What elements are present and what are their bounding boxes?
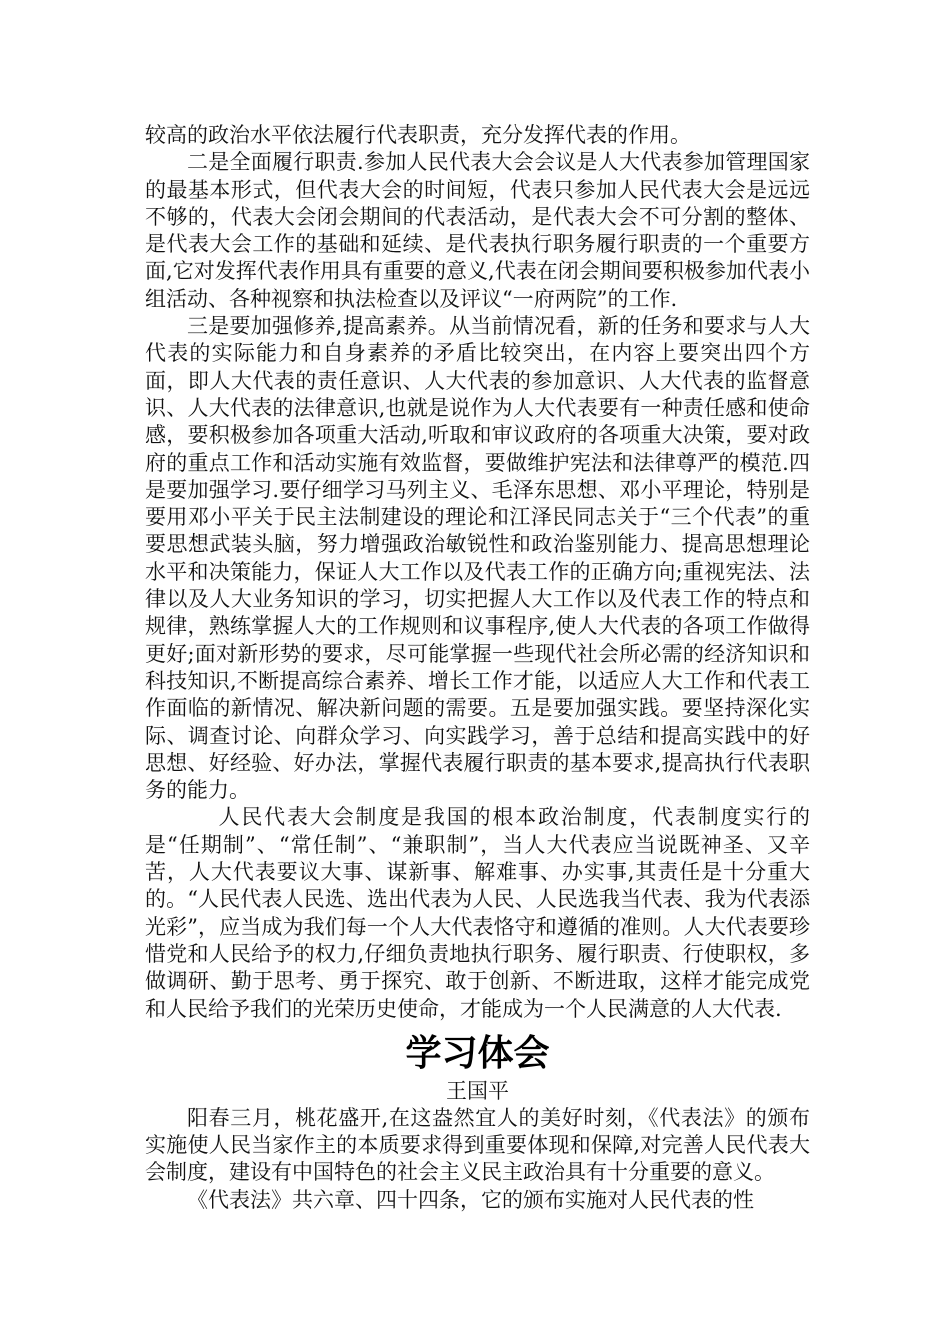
paragraph-6: 《代表法》共六章、四十四条，它的颁布实施对人民代表的性 <box>187 1187 754 1212</box>
paragraph-1: 较高的政治水平依法履行代表职责，充分发挥代表的作用。 <box>145 123 691 147</box>
article-author: 王国平 <box>446 1078 509 1103</box>
document-page <box>145 122 810 1214</box>
paragraph-4: 人民代表大会制度是我国的根本政治制度，代表制度实行的是“任期制”、“常任制”、“兼职制”，当人大代表应当说既神圣、又辛苦，人大代表要议大事、谋新事、解难事、办实事,其责任是十分重大的。“人民代表人民选、选出代表为人民、人民选我当代表、我为代表添光彩”，应当成为我们每一个人大代表恪守和遵循的准则。人大代表要珍惜党和人民给予的权力,仔细负责地执行职务、履行职责、行使职权，多做调研、勤于思考、勇于探究、敢于创新、不断进取，这样才能完成党和人民给予我们的光荣历史使命，才能成为一个人民满意的人大代表. <box>145 805 810 1021</box>
paragraph-2: 二是全面履行职责.参加人民代表大会会议是人大代表参加管理国家的最基本形式，但代表大会的时间短，代表只参加人民代表大会是远远不够的，代表大会闭会期间的代表活动，是代表大会不可分割的整体、是代表大会工作的基础和延续、是代表执行职务履行职责的一个重要方面,它对发挥代表作用具有重要的意义,代表在闭会期间要积极参加代表小组活动、各种视察和执法检查以及评议“一府两院”的工作. <box>145 150 810 311</box>
article-title: 学习体会 <box>405 1032 550 1074</box>
paragraph-3: 三是要加强修养,提高素养。从当前情况看，新的任务和要求与人大代表的实际能力和自身素养的矛盾比较突出，在内容上要突出四个方面，即人大代表的责任意识、人大代表的参加意识、人大代表的监督意识、人大代表的法律意识,也就是说作为人大代表要有一种责任感和使命感，要积极参加各项重大活动,听取和审议政府的各项重大决策，要对政府的重点工作和活动实施有效监督，要做维护宪法和法律尊严的模范.四是要加强学习.要仔细学习马列主义、毛泽东思想、邓小平理论，特别是要用邓小平关于民主法制建设的理论和江泽民同志关于“三个代表”的重要思想武装头脑，努力增强政治敏锐性和政治鉴别能力、提高思想理论水平和决策能力，保证人大工作以及代表工作的正确方向;重视宪法、法律以及人大业务知识的学习，切实把握人大工作以及代表工作的特点和规律，熟练掌握人大的工作规则和议事程序,使人大代表的各项工作做得更好;面对新形势的要求，尽可能掌握一些现代社会所必需的经济知识和科技知识,不断提高综合素养、增长工作才能，以适应人大工作和代表工作面临的新情况、解决新问题的需要。五是要加强实践。要坚持深化实际、调查讨论、向群众学习、向实践学习，善于总结和提高实践中的好思想、好经验、好办法，掌握代表履行职责的基本要求,提高执行代表职务的能力。 <box>145 314 810 803</box>
paragraph-5: 阳春三月，桃花盛开,在这盎然宜人的美好时刻，《代表法》的颁布实施使人民当家作主的本质要求得到重要体现和保障,对完善人民代表大会制度，建设有中国特色的社会主义民主政治具有十分重要的意义。 <box>145 1105 810 1185</box>
